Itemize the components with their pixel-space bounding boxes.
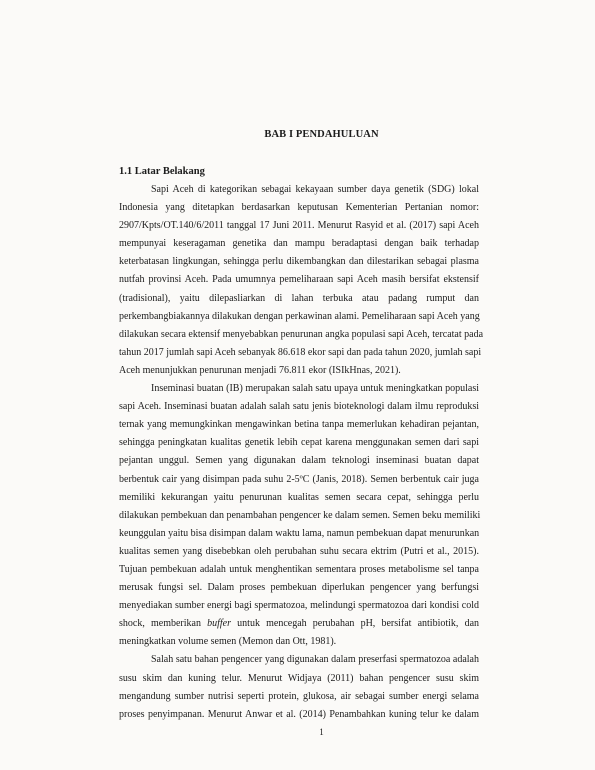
text-line: sehingga peningkatan kualitas genetik lebih cepat karena menggunakan semen dari sapi (119, 437, 479, 449)
text-line-with-italic (119, 615, 479, 633)
text-line: Salah satu bahan pengencer yang digunakan dalam preserfasi spermatozoa adalah (151, 654, 479, 666)
paragraph-1 (119, 181, 484, 380)
text-line: kualitas semen yang disebebkan oleh perubahan suhu secara ektrim (Putri et al., 2015). (119, 545, 479, 557)
text-line: nutfah provinsi Aceh. Pada umumnya pemeliharaan sapi Aceh masih bersifat ekstensif (119, 274, 479, 286)
text-line: dilakukan pembekuan dan penambahan pengencer ke dalam semen. Semen beku memiliki (119, 509, 481, 521)
text-line: Inseminasi buatan (IB) merupakan salah satu upaya untuk meningkatkan populasi (151, 383, 479, 395)
text-line: Sapi Aceh di kategorikan sebagai kekayaan sumber daya genetik (SDG) lokal (151, 184, 479, 195)
text-line: (tradisional), yaitu dilepasliarkan di lahan terbuka atau padang rumput dan (119, 292, 479, 304)
text-line: proses penyimpanan. Menurut Anwar et al. (2014) Penambahkan kuning telur ke dalam (119, 708, 479, 720)
text-line: perkembangbiakannya dilakukan dengan perkawinan alami. Pemeliharaan sapi Aceh yang (119, 310, 480, 322)
text-line: tahun 2017 jumlah sapi Aceh sebanyak 86.618 ekor sapi dan pada tahun 2020, jumlah sapi (119, 346, 482, 358)
body-text (119, 181, 484, 724)
text-line: pejantan unggul. Semen yang digunakan dalam teknologi inseminasi buatan dapat (119, 455, 479, 467)
text-fragment: untuk mencegah perubahan pH, bersifat antibiotik, dan (237, 618, 480, 630)
text-fragment: shock, memberikan (119, 618, 201, 630)
chapter-title: BAB I PENDAHULUAN (264, 129, 379, 140)
text-line: Tujuan pembekuan adalah untuk menghentikan sementara proses metabolisme sel tanpa (119, 563, 479, 575)
text-line: Indonesia yang ditetapkan berdasarkan keputusan Kementerian Pertanian nomor: (119, 202, 479, 214)
text-line: meningkatkan volume semen (Memon dan Ott, 1981). (119, 636, 337, 648)
text-line: dilakukan secara ektensif menyebabkan penurunan angka populasi sapi Aceh, tercatat pada (119, 328, 484, 340)
paragraph-2 (119, 380, 479, 651)
text-line: keterbatasan lingkungan, sehingga perlu dikembangkan dan dilestarikan sebagai plasma (119, 256, 479, 268)
text-line: sapi Aceh. Inseminasi buatan adalah salah satu jenis bioteknologi dalam ilmu reproduksi (119, 401, 479, 413)
text-line: memiliki kekurangan yaitu penurunan kualitas semen secara cepat, sehingga perlu (119, 491, 479, 503)
paragraph-3 (119, 651, 479, 723)
text-line: mempunyai keseragaman genetika dan mampu beradaptasi dengan baik terhadap (119, 238, 479, 250)
text-line: Aceh menunjukkan penurunan menjadi 76.811 ekor (ISIkHnas, 2021). (119, 364, 401, 376)
text-line: mengandung sumber nutrisi seperti protein, glukosa, air sebagai sumber energi selama (119, 690, 479, 702)
italic-term: buffer (207, 618, 232, 630)
section-title: 1.1 Latar Belakang (119, 166, 205, 177)
text-line: 2907/Kpts/OT.140/6/2011 tanggal 17 Juni 2011. Menurut Rasyid et al. (2017) sapi Aceh (119, 220, 479, 232)
text-line: merusak fungsi sel. Dalam proses pembekuan diperlukan pengencer yang berfungsi (119, 582, 479, 594)
text-line: berbentuk cair yang disimpan pada suhu 2-5ºC (Janis, 2018). Semen berbentuk cair juga (119, 473, 479, 485)
page-number: 1 (319, 727, 324, 737)
text-line: ternak yang memungkinkan mengawinkan betina tanpa memerlukan kehadiran pejantan, (119, 419, 479, 431)
text-line: keunggulan yaitu bisa disimpan dalam waktu lama, namun pembekuan dapat menurunkan (119, 527, 480, 539)
text-line: menyediakan sumber energi bagi spermatozoa, melindungi spermatozoa dari kondisi cold (119, 600, 479, 612)
text-line: susu skim dan kuning telur. Menurut Widjaya (2011) bahan pengencer susu skim (119, 672, 479, 684)
